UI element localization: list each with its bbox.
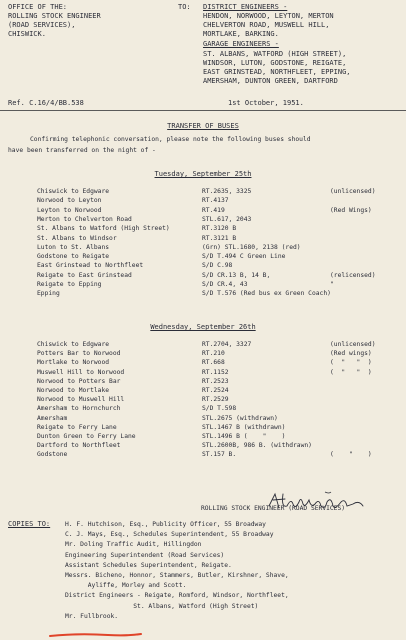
transfer-bus-numbers: RT.210 <box>202 350 225 358</box>
transfer-route: Amersham <box>37 414 68 422</box>
transfer-route: St. Albans to Windsor <box>37 234 117 242</box>
intro-line-1: Confirming telephonic conversation, please note the following buses should <box>30 136 311 143</box>
to-label: TO: <box>178 3 191 11</box>
transfer-route: Chiswick to Edgware <box>37 188 110 195</box>
district-line-3: MORTLAKE, BARKING. <box>203 30 279 38</box>
copy-recipient: Ayliffe, Morley and Scott. <box>65 582 187 590</box>
transfer-note: ( " ) <box>330 451 372 459</box>
tuesday-heading: Tuesday, September 25th <box>154 170 252 178</box>
transfer-route: Norwood to Muswell Hill <box>37 396 125 404</box>
office-line-3: (ROAD SERVICES), <box>8 21 76 29</box>
transfer-bus-numbers: RT.1152 <box>202 368 229 376</box>
transfer-route: Godstone to Reigate <box>37 253 110 261</box>
transfer-route: Godstone <box>37 451 68 459</box>
transfer-bus-numbers: S/D T.598 <box>202 405 237 413</box>
transfer-bus-numbers: ST.157 B. <box>202 451 237 459</box>
transfer-route: Potters Bar to Norwood <box>37 350 121 358</box>
garage-line-2: WINDSOR, LUTON, GODSTONE, REIGATE, <box>203 59 347 67</box>
district-line-1: HENDON, NORWOOD, LEYTON, MERTON <box>203 12 334 20</box>
transfer-route: Merton to Chelverton Road <box>37 215 132 223</box>
transfer-bus-numbers: S/D CR.13 B, 14 B, <box>202 271 271 279</box>
red-pencil-underline <box>48 632 143 638</box>
transfer-route: Dartford to Northfleet <box>37 442 121 450</box>
copies-to-label: COPIES TO: <box>8 520 51 528</box>
header-divider <box>0 110 406 111</box>
transfer-bus-numbers: S/D T.494 C Green Line <box>202 253 286 261</box>
transfer-bus-numbers: RT.2704, 3327 <box>202 341 252 348</box>
office-line-1: OFFICE OF THE: <box>8 3 68 11</box>
transfer-route: Norwood to Leyton <box>37 197 102 205</box>
transfer-route: Mortlake to Norwood <box>37 359 110 367</box>
transfer-bus-numbers: S/D T.576 (Red bus ex Green Coach) <box>202 290 331 298</box>
transfer-route: Chiswick to Edgware <box>37 341 110 348</box>
transfer-bus-numbers: RT.419 <box>202 206 225 214</box>
reference-number: Ref. C.16/4/BB.538 <box>8 99 84 107</box>
transfer-route: Norwood to Potters Bar <box>37 377 121 385</box>
transfer-note: (unlicensed) <box>330 341 376 348</box>
copy-recipient: Assistant Schedules Superintendent, Reigate. <box>65 561 232 569</box>
transfer-route: Reigate to East Grinstead <box>37 271 132 279</box>
office-line-2: ROLLING STOCK ENGINEER <box>8 12 101 20</box>
district-line-2: CHELVERTON ROAD, MUSWELL HILL, <box>203 21 330 29</box>
garage-line-4: AMERSHAM, DUNTON GREEN, DARTFORD <box>203 77 338 85</box>
transfer-route: Luton to St. Albans <box>37 243 110 251</box>
garage-engineers-heading: GARAGE ENGINEERS - <box>203 40 279 48</box>
transfer-route: Dunton Green to Ferry Lane <box>37 433 136 440</box>
transfer-bus-numbers: STL.1496 B ( " ) <box>202 433 286 440</box>
transfer-bus-numbers: RT.4137 <box>202 197 229 205</box>
transfer-bus-numbers: RT.3120 B <box>202 225 237 233</box>
signature-title: ROLLING STOCK ENGINEER (ROAD SERVICES) <box>201 505 346 512</box>
transfer-bus-numbers: S/D C.98 <box>202 262 233 270</box>
transfer-bus-numbers: RT.2529 <box>202 396 229 404</box>
copy-recipient: C. J. Mays, Esq., Schedules Superintendent, 55 Broadway <box>65 531 274 539</box>
transfer-note: (unlicensed) <box>330 188 376 195</box>
transfer-bus-numbers: RT.668 <box>202 359 225 367</box>
transfer-route: St. Albans to Watford (High Street) <box>37 225 170 233</box>
garage-line-1: ST. ALBANS, WATFORD (HIGH STREET), <box>203 50 347 58</box>
copy-recipient: District Engineers - Reigate, Romford, Windsor, Northfleet, <box>65 592 289 600</box>
transfer-bus-numbers: (Grn) STL.1680, 2138 (red) <box>202 243 301 251</box>
copy-recipient: Mr. Doling Traffic Audit, Hillingdon <box>65 541 202 549</box>
copy-recipient: St. Albans, Watford (High Street) <box>65 602 259 610</box>
transfer-route: Muswell Hill to Norwood <box>37 368 125 376</box>
copy-recipient: Mr. Fullbrook. <box>65 612 119 620</box>
transfer-note: (relicensed) <box>330 271 376 279</box>
transfer-route: Amersham to Hornchurch <box>37 405 121 413</box>
garage-line-3: EAST GRINSTEAD, NORTHFLEET, EPPING, <box>203 68 351 76</box>
transfer-bus-numbers: RT.2524 <box>202 387 229 394</box>
copy-recipient: Engineering Superintendent (Road Services) <box>65 551 225 559</box>
transfer-bus-numbers: STL.2675 (withdrawn) <box>202 414 278 422</box>
transfer-note: (Red Wings) <box>330 206 372 214</box>
transfer-bus-numbers: RT.2523 <box>202 377 229 385</box>
office-line-4: CHISWICK. <box>8 30 46 38</box>
transfer-route: East Grinstead to Northfleet <box>37 262 144 270</box>
wednesday-heading: Wednesday, September 26th <box>150 323 256 331</box>
transfer-route: Leyton to Norwood <box>37 206 102 214</box>
transfer-route: Reigate to Epping <box>37 281 102 288</box>
transfer-bus-numbers: STL.1467 B (withdrawn) <box>202 423 286 431</box>
memo-date: 1st October, 1951. <box>228 99 304 107</box>
memo-title: TRANSFER OF BUSES <box>167 122 239 130</box>
transfer-route: Reigate to Ferry Lane <box>37 423 117 431</box>
copy-recipient: Messrs. Bicheno, Honnor, Stammers, Butler, Kirshner, Shave, <box>65 572 289 579</box>
district-engineers-heading: DISTRICT ENGINEERS - <box>203 3 288 11</box>
transfer-bus-numbers: S/D CR.4, 43 <box>202 281 248 288</box>
transfer-note: (Red wings) <box>330 350 372 358</box>
intro-line-2: have been transferred on the night of - <box>8 147 156 154</box>
transfer-bus-numbers: RT.2635, 3325 <box>202 188 252 195</box>
transfer-bus-numbers: STL.2600B, 986 B. (withdrawn) <box>202 442 312 450</box>
transfer-route: Norwood to Mortlake <box>37 387 110 394</box>
transfer-note: ( " " ) <box>330 368 372 376</box>
transfer-bus-numbers: RT.3121 B <box>202 234 237 242</box>
transfer-bus-numbers: STL.617, 2043 <box>202 215 252 223</box>
copy-recipient: H. F. Hutchison, Esq., Publicity Officer, 55 Broadway <box>65 521 266 528</box>
transfer-note: " <box>330 281 334 288</box>
transfer-route: Epping <box>37 290 60 298</box>
transfer-note: ( " " ) <box>330 359 372 367</box>
